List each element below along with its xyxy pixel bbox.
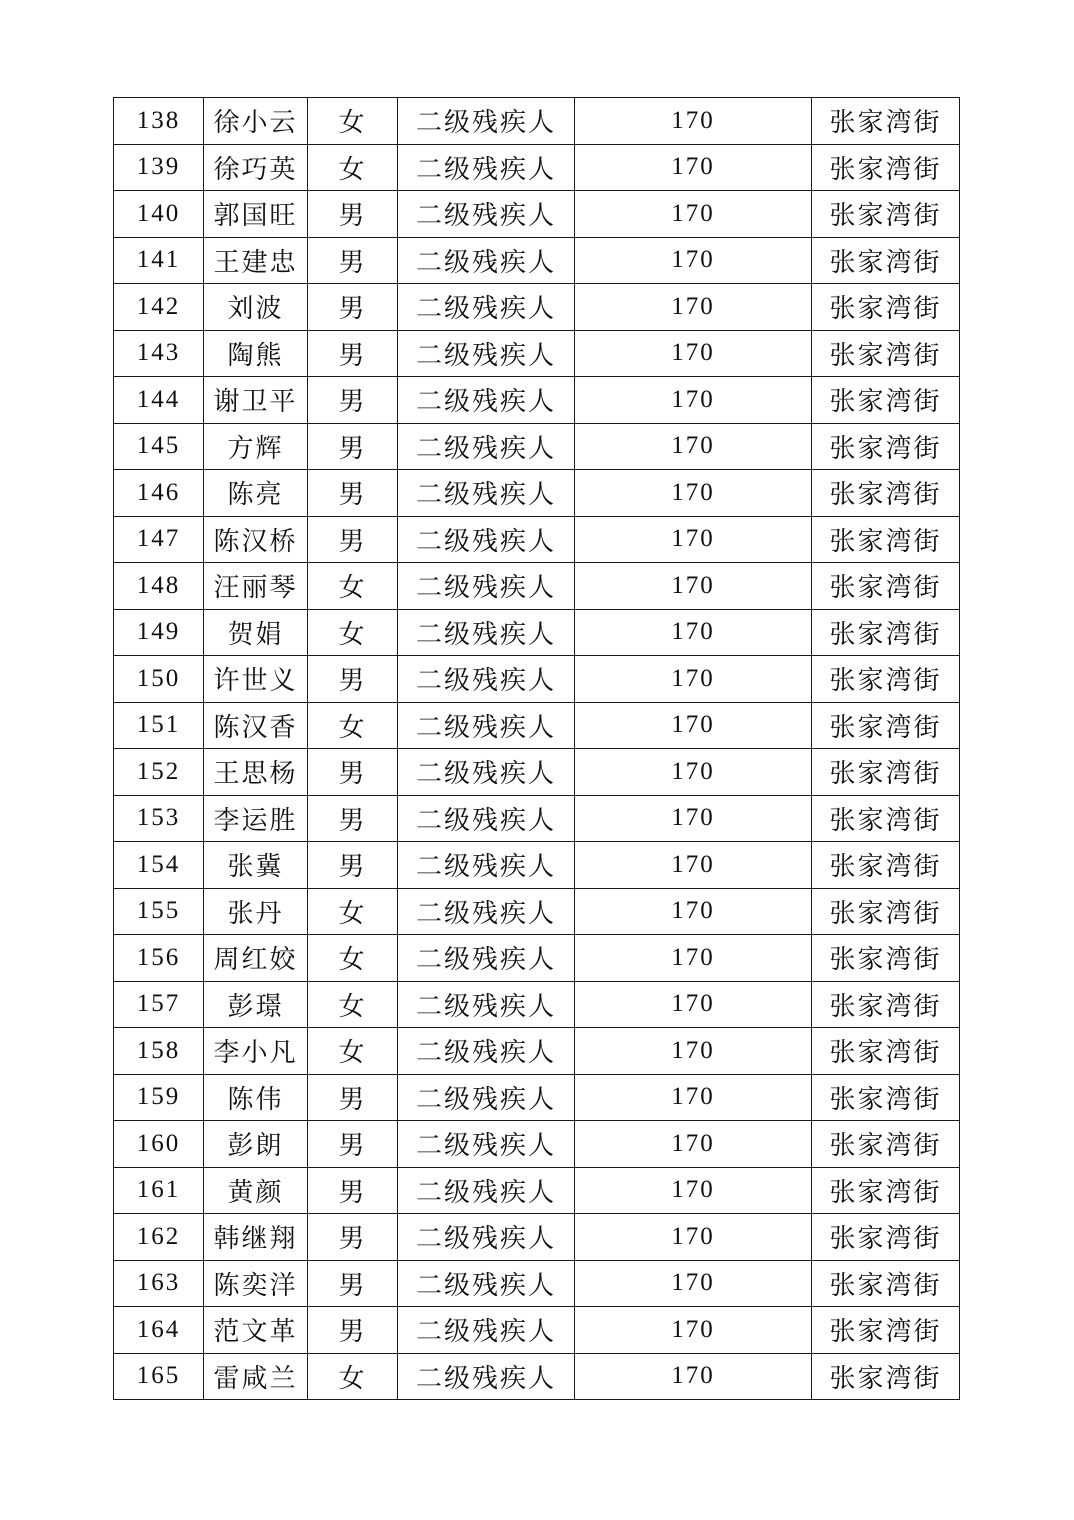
cell-street: 张家湾街 <box>812 1121 960 1168</box>
cell-amount: 170 <box>575 330 812 377</box>
cell-street: 张家湾街 <box>812 1167 960 1214</box>
cell-name: 雷咸兰 <box>204 1353 308 1400</box>
cell-amount: 170 <box>575 702 812 749</box>
table-row <box>114 1353 960 1400</box>
cell-street: 张家湾街 <box>812 935 960 982</box>
cell-amount: 170 <box>575 1028 812 1075</box>
cell-number: 162 <box>114 1214 204 1261</box>
cell-street: 张家湾街 <box>812 1353 960 1400</box>
cell-street: 张家湾街 <box>812 795 960 842</box>
cell-category: 二级残疾人 <box>398 981 575 1028</box>
cell-number: 153 <box>114 795 204 842</box>
cell-gender: 男 <box>308 330 398 377</box>
cell-gender: 女 <box>308 609 398 656</box>
cell-number: 151 <box>114 702 204 749</box>
cell-amount: 170 <box>575 1353 812 1400</box>
cell-gender: 女 <box>308 935 398 982</box>
cell-amount: 170 <box>575 609 812 656</box>
cell-category: 二级残疾人 <box>398 1214 575 1261</box>
cell-street: 张家湾街 <box>812 191 960 238</box>
cell-number: 145 <box>114 423 204 470</box>
cell-number: 140 <box>114 191 204 238</box>
cell-amount: 170 <box>575 1121 812 1168</box>
cell-amount: 170 <box>575 377 812 424</box>
cell-number: 152 <box>114 749 204 796</box>
cell-name: 贺娟 <box>204 609 308 656</box>
cell-number: 142 <box>114 284 204 331</box>
table-row <box>114 98 960 145</box>
cell-name: 汪丽琴 <box>204 563 308 610</box>
cell-name: 陈汉香 <box>204 702 308 749</box>
cell-name: 郭国旺 <box>204 191 308 238</box>
cell-gender: 男 <box>308 470 398 517</box>
cell-name: 谢卫平 <box>204 377 308 424</box>
cell-amount: 170 <box>575 516 812 563</box>
cell-gender: 女 <box>308 1028 398 1075</box>
table-row <box>114 284 960 331</box>
cell-name: 陈汉桥 <box>204 516 308 563</box>
cell-amount: 170 <box>575 237 812 284</box>
cell-gender: 男 <box>308 656 398 703</box>
cell-number: 143 <box>114 330 204 377</box>
cell-name: 韩继翔 <box>204 1214 308 1261</box>
cell-gender: 男 <box>308 284 398 331</box>
cell-name: 陈亮 <box>204 470 308 517</box>
cell-street: 张家湾街 <box>812 842 960 889</box>
table-row <box>114 1074 960 1121</box>
cell-street: 张家湾街 <box>812 237 960 284</box>
cell-amount: 170 <box>575 888 812 935</box>
cell-number: 157 <box>114 981 204 1028</box>
cell-category: 二级残疾人 <box>398 749 575 796</box>
cell-number: 154 <box>114 842 204 889</box>
cell-amount: 170 <box>575 144 812 191</box>
cell-gender: 男 <box>308 749 398 796</box>
cell-amount: 170 <box>575 423 812 470</box>
cell-gender: 女 <box>308 144 398 191</box>
cell-category: 二级残疾人 <box>398 656 575 703</box>
cell-street: 张家湾街 <box>812 470 960 517</box>
cell-street: 张家湾街 <box>812 563 960 610</box>
table-row <box>114 1167 960 1214</box>
table-row <box>114 981 960 1028</box>
table-row <box>114 1307 960 1354</box>
table-row <box>114 888 960 935</box>
cell-category: 二级残疾人 <box>398 516 575 563</box>
table-row <box>114 702 960 749</box>
table-row <box>114 191 960 238</box>
cell-amount: 170 <box>575 191 812 238</box>
cell-category: 二级残疾人 <box>398 795 575 842</box>
cell-amount: 170 <box>575 563 812 610</box>
cell-number: 139 <box>114 144 204 191</box>
cell-amount: 170 <box>575 470 812 517</box>
cell-street: 张家湾街 <box>812 609 960 656</box>
cell-street: 张家湾街 <box>812 1214 960 1261</box>
cell-gender: 男 <box>308 191 398 238</box>
cell-street: 张家湾街 <box>812 1260 960 1307</box>
cell-gender: 男 <box>308 377 398 424</box>
cell-amount: 170 <box>575 795 812 842</box>
table-row <box>114 563 960 610</box>
cell-number: 147 <box>114 516 204 563</box>
cell-number: 150 <box>114 656 204 703</box>
cell-category: 二级残疾人 <box>398 284 575 331</box>
cell-name: 李小凡 <box>204 1028 308 1075</box>
cell-category: 二级残疾人 <box>398 1167 575 1214</box>
cell-amount: 170 <box>575 284 812 331</box>
cell-street: 张家湾街 <box>812 888 960 935</box>
cell-number: 160 <box>114 1121 204 1168</box>
cell-number: 148 <box>114 563 204 610</box>
cell-name: 张冀 <box>204 842 308 889</box>
cell-category: 二级残疾人 <box>398 842 575 889</box>
cell-category: 二级残疾人 <box>398 237 575 284</box>
cell-gender: 男 <box>308 516 398 563</box>
cell-gender: 男 <box>308 1260 398 1307</box>
cell-gender: 男 <box>308 237 398 284</box>
cell-number: 161 <box>114 1167 204 1214</box>
table-row <box>114 423 960 470</box>
cell-gender: 女 <box>308 1353 398 1400</box>
cell-category: 二级残疾人 <box>398 1260 575 1307</box>
cell-name: 陶熊 <box>204 330 308 377</box>
cell-number: 164 <box>114 1307 204 1354</box>
cell-number: 155 <box>114 888 204 935</box>
cell-amount: 170 <box>575 656 812 703</box>
cell-amount: 170 <box>575 1260 812 1307</box>
cell-name: 李运胜 <box>204 795 308 842</box>
cell-street: 张家湾街 <box>812 1074 960 1121</box>
cell-name: 许世义 <box>204 656 308 703</box>
cell-name: 王思杨 <box>204 749 308 796</box>
cell-amount: 170 <box>575 1167 812 1214</box>
cell-street: 张家湾街 <box>812 981 960 1028</box>
cell-category: 二级残疾人 <box>398 1074 575 1121</box>
cell-number: 158 <box>114 1028 204 1075</box>
table-row <box>114 749 960 796</box>
cell-gender: 男 <box>308 1167 398 1214</box>
cell-amount: 170 <box>575 1074 812 1121</box>
table-row <box>114 330 960 377</box>
cell-category: 二级残疾人 <box>398 330 575 377</box>
cell-street: 张家湾街 <box>812 702 960 749</box>
roster-table <box>113 97 960 1400</box>
cell-name: 张丹 <box>204 888 308 935</box>
cell-amount: 170 <box>575 935 812 982</box>
cell-street: 张家湾街 <box>812 144 960 191</box>
table-row <box>114 237 960 284</box>
cell-amount: 170 <box>575 1214 812 1261</box>
cell-street: 张家湾街 <box>812 377 960 424</box>
table-row <box>114 795 960 842</box>
cell-gender: 女 <box>308 981 398 1028</box>
cell-category: 二级残疾人 <box>398 144 575 191</box>
cell-name: 陈伟 <box>204 1074 308 1121</box>
cell-name: 刘波 <box>204 284 308 331</box>
cell-number: 163 <box>114 1260 204 1307</box>
cell-category: 二级残疾人 <box>398 1353 575 1400</box>
cell-number: 159 <box>114 1074 204 1121</box>
cell-street: 张家湾街 <box>812 749 960 796</box>
cell-number: 165 <box>114 1353 204 1400</box>
table-row <box>114 1121 960 1168</box>
cell-amount: 170 <box>575 1307 812 1354</box>
cell-category: 二级残疾人 <box>398 470 575 517</box>
cell-street: 张家湾街 <box>812 330 960 377</box>
cell-gender: 男 <box>308 423 398 470</box>
cell-amount: 170 <box>575 842 812 889</box>
table-row <box>114 470 960 517</box>
cell-category: 二级残疾人 <box>398 1121 575 1168</box>
table-row <box>114 516 960 563</box>
cell-street: 张家湾街 <box>812 516 960 563</box>
cell-category: 二级残疾人 <box>398 563 575 610</box>
cell-gender: 男 <box>308 1307 398 1354</box>
cell-gender: 女 <box>308 888 398 935</box>
cell-category: 二级残疾人 <box>398 1028 575 1075</box>
cell-category: 二级残疾人 <box>398 423 575 470</box>
cell-category: 二级残疾人 <box>398 609 575 656</box>
table-row <box>114 1214 960 1261</box>
cell-name: 王建忠 <box>204 237 308 284</box>
cell-name: 黄颜 <box>204 1167 308 1214</box>
cell-category: 二级残疾人 <box>398 702 575 749</box>
cell-category: 二级残疾人 <box>398 191 575 238</box>
table-row <box>114 377 960 424</box>
cell-gender: 男 <box>308 795 398 842</box>
cell-name: 彭朗 <box>204 1121 308 1168</box>
cell-amount: 170 <box>575 981 812 1028</box>
cell-number: 146 <box>114 470 204 517</box>
cell-street: 张家湾街 <box>812 423 960 470</box>
cell-name: 徐小云 <box>204 98 308 145</box>
table-row <box>114 656 960 703</box>
cell-category: 二级残疾人 <box>398 935 575 982</box>
table-row <box>114 144 960 191</box>
cell-street: 张家湾街 <box>812 98 960 145</box>
cell-gender: 女 <box>308 98 398 145</box>
cell-gender: 女 <box>308 563 398 610</box>
cell-category: 二级残疾人 <box>398 377 575 424</box>
table-row <box>114 1028 960 1075</box>
cell-name: 徐巧英 <box>204 144 308 191</box>
table-row <box>114 935 960 982</box>
cell-gender: 男 <box>308 1074 398 1121</box>
cell-name: 陈奕洋 <box>204 1260 308 1307</box>
cell-gender: 男 <box>308 1121 398 1168</box>
cell-gender: 女 <box>308 702 398 749</box>
cell-category: 二级残疾人 <box>398 1307 575 1354</box>
cell-street: 张家湾街 <box>812 1028 960 1075</box>
cell-name: 方辉 <box>204 423 308 470</box>
cell-number: 144 <box>114 377 204 424</box>
cell-name: 彭璟 <box>204 981 308 1028</box>
cell-street: 张家湾街 <box>812 1307 960 1354</box>
cell-gender: 男 <box>308 842 398 889</box>
cell-category: 二级残疾人 <box>398 888 575 935</box>
cell-name: 范文革 <box>204 1307 308 1354</box>
table-row <box>114 609 960 656</box>
cell-street: 张家湾街 <box>812 656 960 703</box>
cell-amount: 170 <box>575 98 812 145</box>
cell-gender: 男 <box>308 1214 398 1261</box>
cell-number: 138 <box>114 98 204 145</box>
cell-amount: 170 <box>575 749 812 796</box>
cell-name: 周红姣 <box>204 935 308 982</box>
table-row <box>114 1260 960 1307</box>
roster-table-body <box>114 98 960 1400</box>
cell-street: 张家湾街 <box>812 284 960 331</box>
cell-number: 141 <box>114 237 204 284</box>
cell-category: 二级残疾人 <box>398 98 575 145</box>
cell-number: 149 <box>114 609 204 656</box>
cell-number: 156 <box>114 935 204 982</box>
table-row <box>114 842 960 889</box>
